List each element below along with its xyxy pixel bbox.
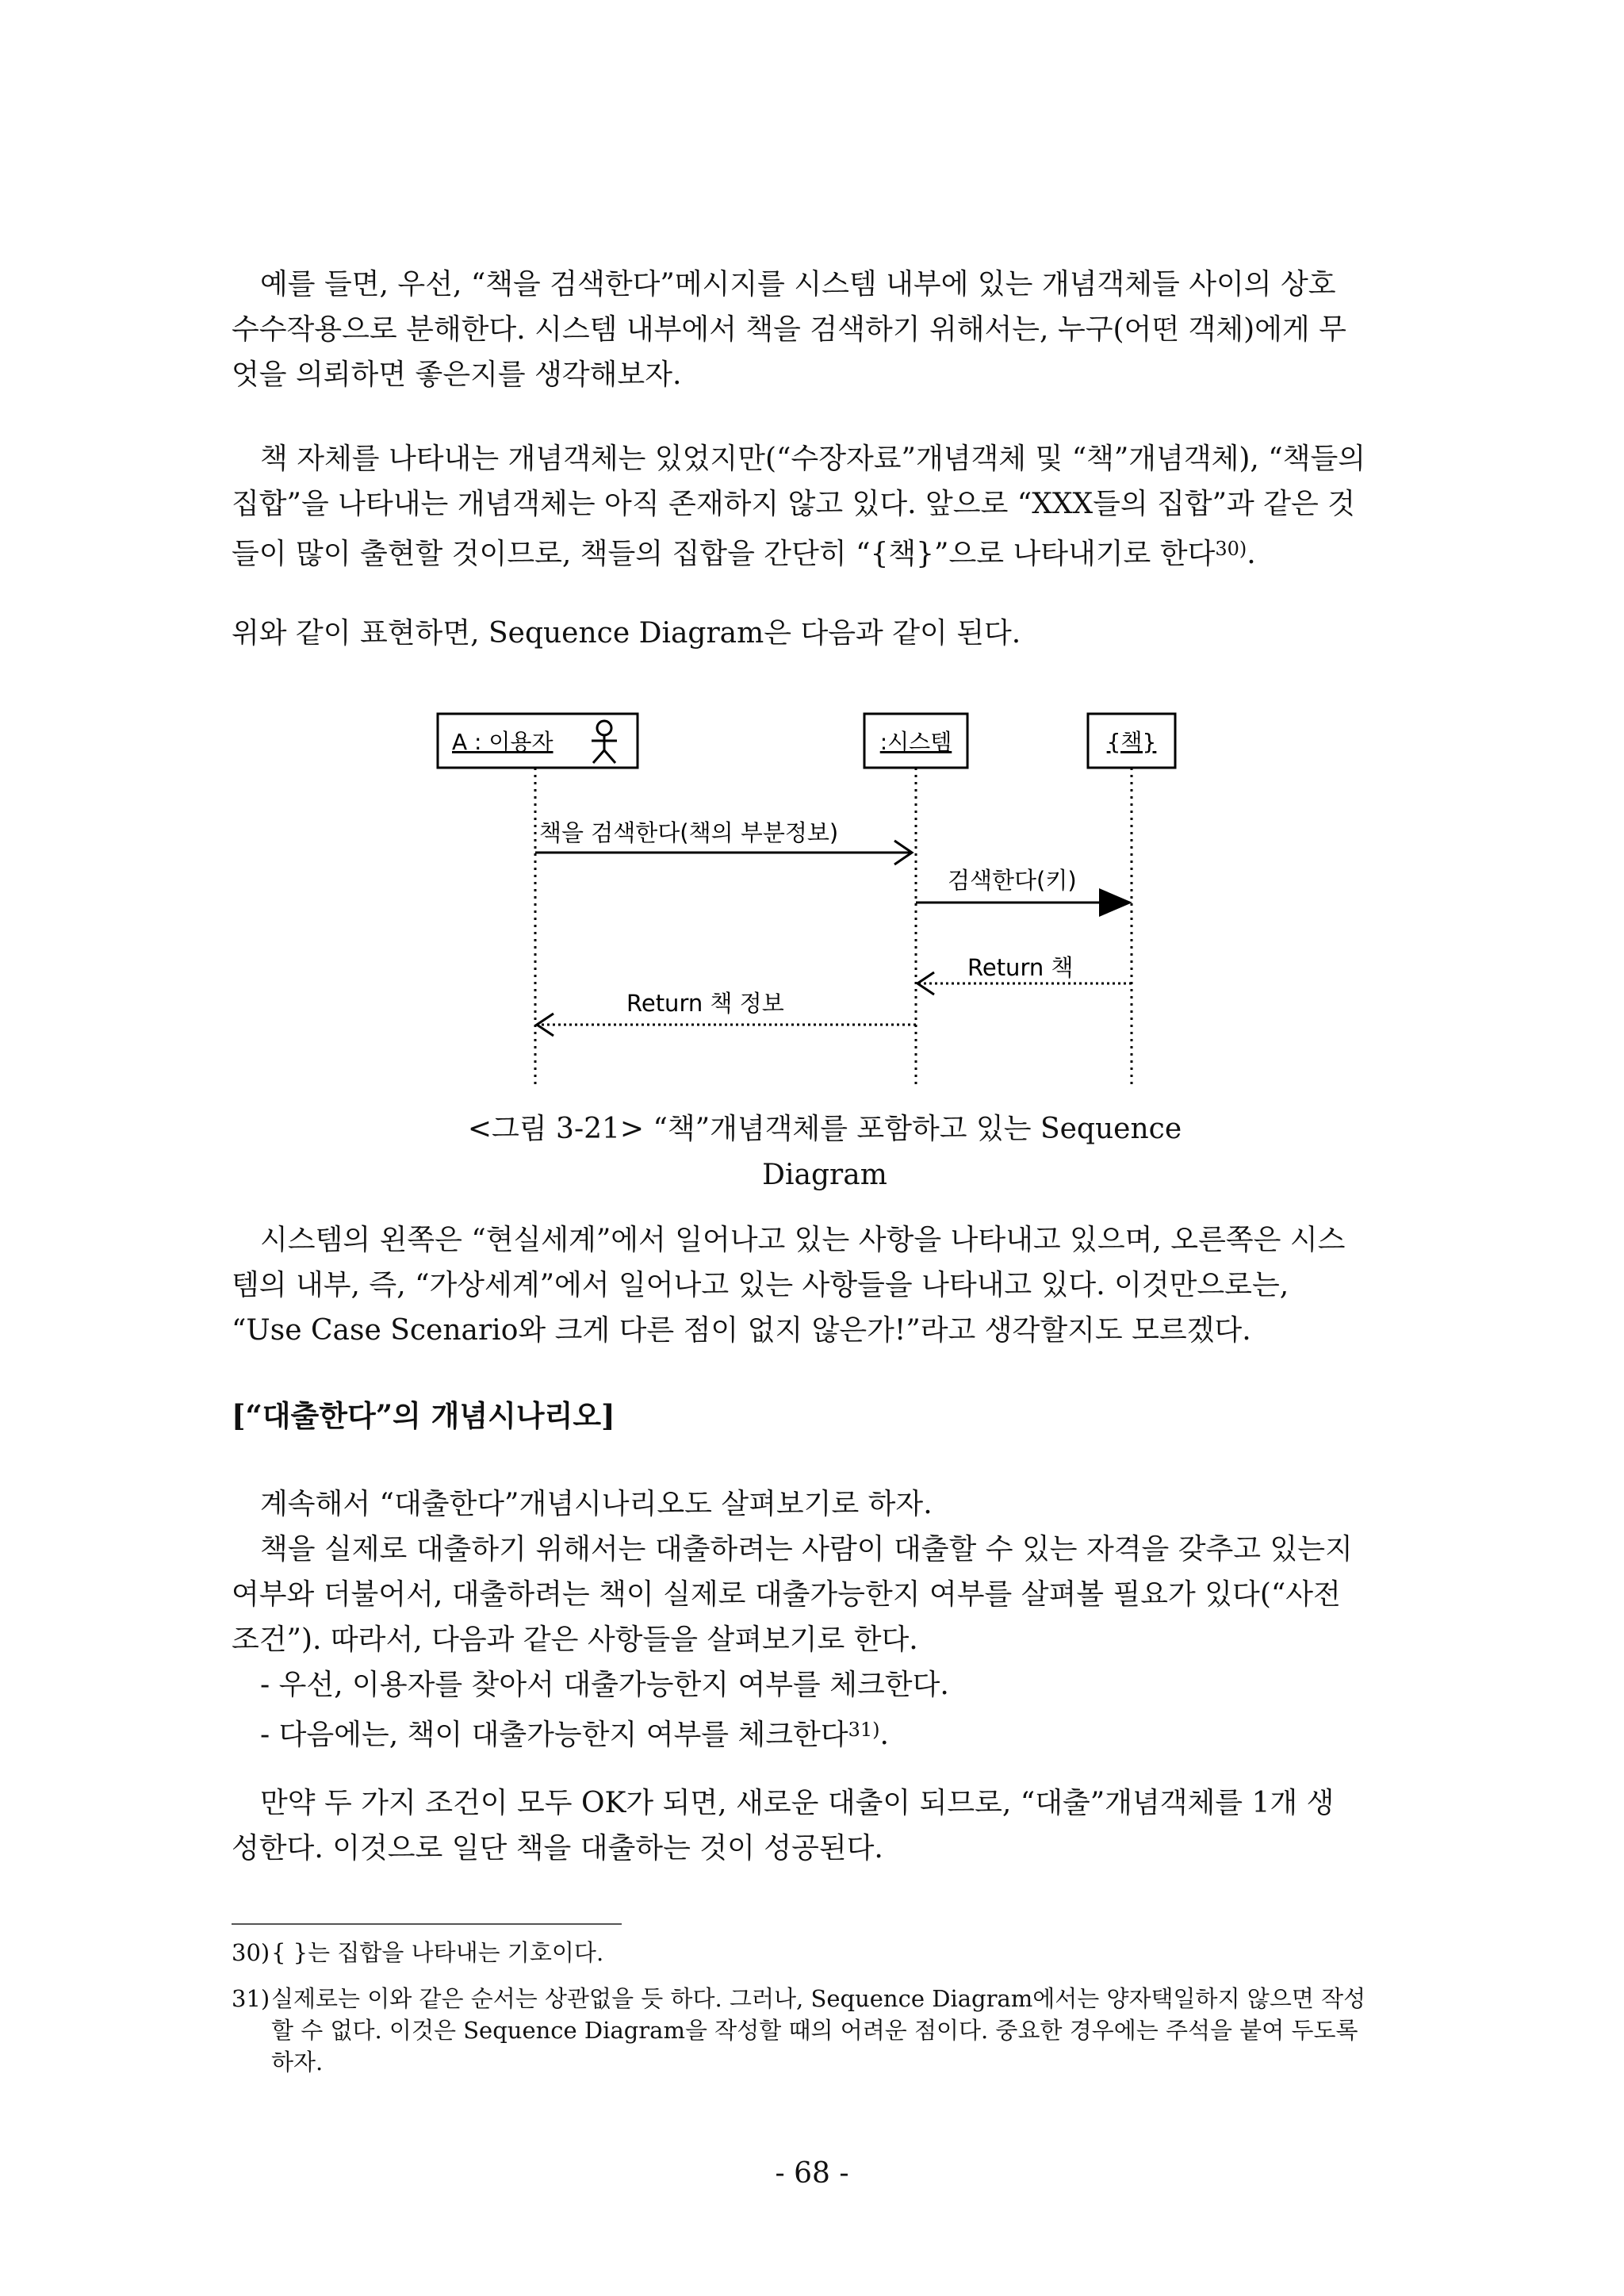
system-lifeline-box bbox=[864, 714, 967, 768]
paragraph-line: 만약 두 가지 조건이 모두 OK가 되면, 새로운 대출이 되므로, “대출”개념객체를 1개 생 bbox=[260, 1787, 1335, 1819]
list-item: - 우선, 이용자를 찾아서 대출가능한지 여부를 체크한다. bbox=[260, 1669, 949, 1701]
figure-caption bbox=[444, 1106, 1205, 1198]
footnote-ref-31[interactable]: 31) bbox=[848, 1719, 880, 1741]
list-item bbox=[232, 1708, 1399, 1757]
message-4-label: Return 책 정보 bbox=[626, 990, 784, 1017]
footnote-divider bbox=[232, 1923, 622, 1925]
actor-lifeline-box bbox=[438, 714, 638, 768]
paragraph-5 bbox=[232, 1481, 1399, 1757]
caption-line-2: Diagram bbox=[762, 1159, 887, 1191]
system-label: :시스템 bbox=[879, 729, 952, 755]
paragraph-text: 들이 많이 출현할 것이므로, 책들의 집합을 간단히 “{책}”으로 나타내기로 한다 bbox=[232, 538, 1216, 570]
paragraph-line: 템의 내부, 즉, “가상세계”에서 일어나고 있는 사항들을 나타내고 있다. 이것만으로는, bbox=[232, 1269, 1289, 1301]
paragraph-4 bbox=[232, 1217, 1399, 1353]
paragraph-line: 책 자체를 나타내는 개념객체는 있었지만(“수장자료”개념객체 및 “책”개념객체), “책들의 bbox=[260, 443, 1366, 475]
message-1-label: 책을 검색한다(책의 부분정보) bbox=[539, 819, 839, 846]
paragraph-line: 여부와 더불어서, 대출하려는 책이 실제로 대출가능한지 여부를 살펴볼 필요가 있다(“사전 bbox=[232, 1578, 1341, 1611]
message-3-label: Return 책 bbox=[967, 954, 1074, 981]
paragraph-1 bbox=[232, 262, 1399, 397]
page-number: - 68 - bbox=[775, 2157, 849, 2190]
paragraph-line: 엇을 의뢰하면 좋은지를 생각해보자. bbox=[232, 358, 682, 391]
footnote-text-continued: 할 수 없다. 이것은 Sequence Diagram을 작성할 때의 어려운 점이다. 중요한 경우에는 주석을 붙여 두도록 bbox=[271, 2017, 1358, 2044]
paragraph-line: “Use Case Scenario와 크게 다른 점이 없지 않은가!”라고 생각할지도 모르겠다. bbox=[232, 1314, 1251, 1347]
paragraph-line bbox=[232, 527, 1399, 577]
footnote-30 bbox=[232, 1937, 1399, 1968]
paragraph-2 bbox=[232, 436, 1399, 577]
list-item-text: - 다음에는, 책이 대출가능한지 여부를 체크한다 bbox=[260, 1719, 848, 1751]
paragraph-6 bbox=[232, 1780, 1399, 1871]
footnote-text: { }는 집합을 나타내는 기호이다. bbox=[271, 1939, 604, 1966]
footnote-31 bbox=[232, 1983, 1399, 2078]
footnote-text: 실제로는 이와 같은 순서는 상관없을 듯 하다. 그러나, Sequence Diagram에서는 양자택일하지 않으면 작성 bbox=[271, 1985, 1366, 2012]
paragraph-end: . bbox=[1247, 538, 1256, 570]
message-2-label: 검색한다(키) bbox=[948, 867, 1077, 894]
paragraph-line: 계속해서 “대출한다”개념시나리오도 살펴보기로 하자. bbox=[260, 1488, 933, 1520]
footnote-ref-30[interactable]: 30) bbox=[1215, 538, 1247, 560]
paragraph-3 bbox=[232, 611, 1399, 656]
paragraph-line: 수수작용으로 분해한다. 시스템 내부에서 책을 검색하기 위해서는, 누구(어떤 객체)에게 무 bbox=[232, 313, 1346, 346]
paragraph-line: 위와 같이 표현하면, Sequence Diagram은 다음과 같이 된다. bbox=[232, 617, 1021, 650]
sequence-diagram bbox=[428, 698, 1221, 1094]
footnote-text-continued: 하자. bbox=[271, 2049, 324, 2076]
footnote-number: 30) bbox=[232, 1939, 270, 1966]
section-heading: [“대출한다”의 개념시나리오] bbox=[232, 1398, 615, 1433]
paragraph-line: 예를 들면, 우선, “책을 검색한다”메시지를 시스템 내부에 있는 개념객체들 사이의 상호 bbox=[260, 268, 1336, 301]
paragraph-line: 시스템의 왼쪽은 “현실세계”에서 일어나고 있는 사항을 나타내고 있으며, 오른쪽은 시스 bbox=[260, 1224, 1346, 1256]
paragraph-line: 책을 실제로 대출하기 위해서는 대출하려는 사람이 대출할 수 있는 자격을 갖추고 있는지 bbox=[260, 1533, 1353, 1566]
books-label: {책} bbox=[1106, 729, 1157, 755]
list-item-end: . bbox=[879, 1719, 889, 1751]
paragraph-line: 집합”을 나타내는 개념객체는 아직 존재하지 않고 있다. 앞으로 “XXX들의 집합”과 같은 것 bbox=[232, 488, 1356, 520]
open-arrowhead-icon bbox=[537, 1014, 553, 1036]
footnote-number: 31) bbox=[232, 1985, 270, 2012]
caption-line-1: <그림 3-21> “책”개념객체를 포함하고 있는 Sequence bbox=[467, 1113, 1182, 1145]
books-lifeline-box bbox=[1088, 714, 1175, 768]
paragraph-line: 조건”). 따라서, 다음과 같은 사항들을 살펴보기로 한다. bbox=[232, 1623, 918, 1656]
paragraph-line: 성한다. 이것으로 일단 책을 대출하는 것이 성공된다. bbox=[232, 1832, 883, 1865]
actor-label: A : 이용자 bbox=[452, 729, 553, 755]
